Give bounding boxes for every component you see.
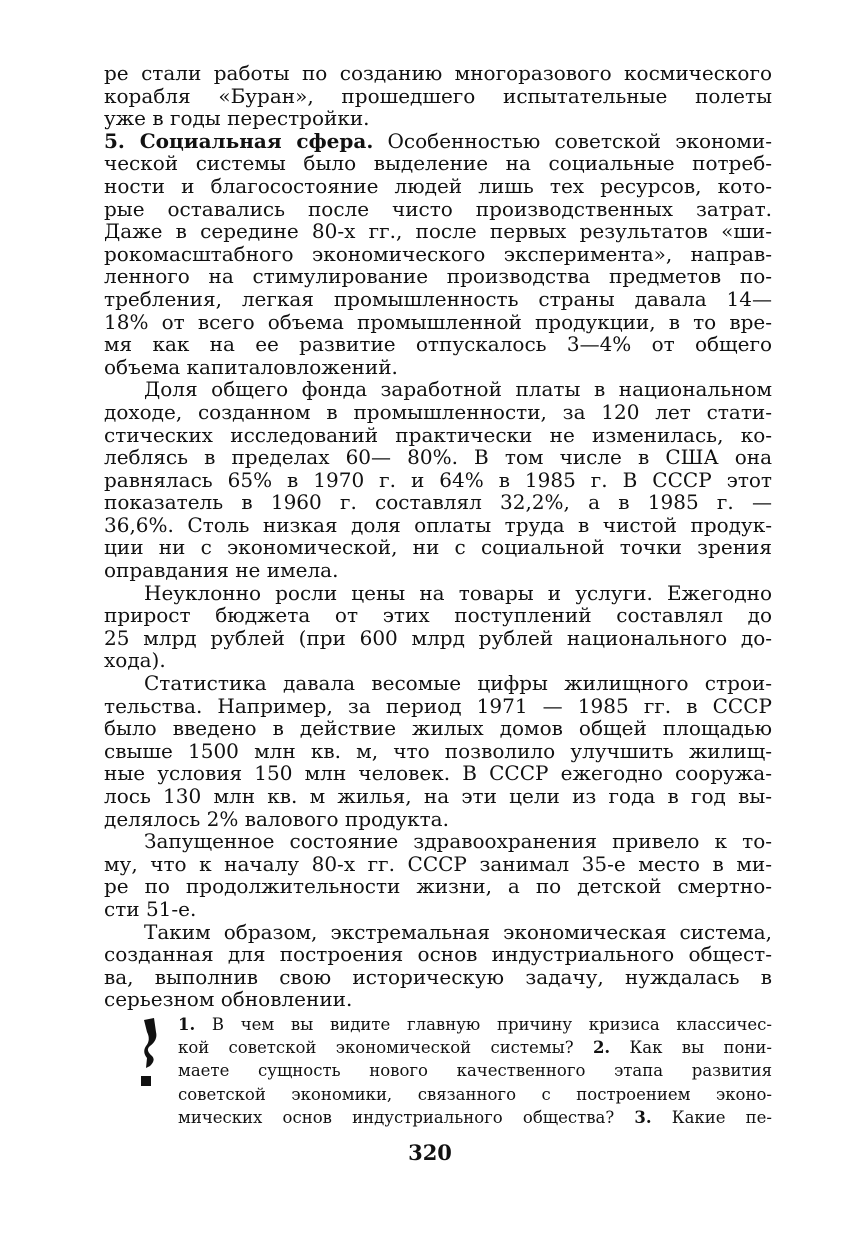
section-first-line xyxy=(104,130,772,153)
text-line: Запущенное состояние здравоохранения привело к то- xyxy=(144,829,772,854)
text-line: тельства. Например, за период 1971 — 1985 гг. в СССР xyxy=(104,693,772,718)
text-line: Таким образом, экстремальная экономическая система, xyxy=(144,919,772,944)
text-line: объема капиталовложений. xyxy=(104,354,398,379)
question-number: 1. xyxy=(178,1015,196,1034)
text-line: ные условия 150 млн человек. В СССР ежегодно сооружа- xyxy=(104,761,772,786)
text-fragment: В чем вы видите главную причину кризиса классичес- xyxy=(195,1015,772,1034)
text-line: сти 51-е. xyxy=(104,896,197,921)
intro-paragraph xyxy=(104,62,772,130)
question-number: 3. xyxy=(634,1107,652,1127)
text-line: 25 млрд рублей (при 600 млрд рублей национального до- xyxy=(104,625,772,650)
text-line: Доля общего фонда заработной платы в национальном xyxy=(144,377,772,402)
text-line: стических исследований практически не изменилась, ко- xyxy=(104,422,772,447)
text-line: уже в годы перестройки. xyxy=(104,106,370,131)
exclamation-icon xyxy=(138,1018,162,1090)
text-line: лось 130 млн кв. м жилья, на эти цели из года в год вы- xyxy=(104,784,772,808)
text-line: ности и благосостояние людей лишь тех ресурсов, кото- xyxy=(104,173,772,198)
page-number: 320 xyxy=(408,1140,452,1165)
text-line: мя как на ее развитие отпускалось 3—4% от общего xyxy=(104,332,772,357)
text-line: корабля «Буран», прошедшего испытательные полеты xyxy=(104,83,772,108)
text-line: делялось 2% валового продукта. xyxy=(104,806,449,831)
text-line: ленного на стимулирование производства предметов по- xyxy=(104,264,772,289)
text-line: серьезном обновлении. xyxy=(104,987,353,1012)
paragraph-prices xyxy=(104,582,772,672)
text-line: свыше 1500 млн кв. м, что позволило улучшить жилищ- xyxy=(104,738,772,763)
text-fragment: Как вы пони- xyxy=(610,1038,772,1058)
question-line xyxy=(178,1013,772,1036)
question-line: советской экономики, связанного с построением эконо- xyxy=(178,1084,772,1104)
question-number: 2. xyxy=(592,1038,611,1058)
text-line: Даже в середине 80-х гг., после первых результатов «ши- xyxy=(104,219,772,244)
text-line: рые оставались после чисто производственных затрат. xyxy=(104,196,772,221)
question-line xyxy=(178,1106,772,1129)
text-line: му, что к началу 80-х гг. СССР занимал 35-е место в ми- xyxy=(104,851,772,876)
text-fragment: Особенностью советской экономи- xyxy=(373,128,772,153)
text-line: 36,6%. Столь низкая доля оплаты труда в чистой продук- xyxy=(104,512,772,537)
question-line xyxy=(178,1036,772,1059)
text-fragment: Какие пе- xyxy=(651,1107,772,1127)
section-heading: 5. Социальная сфера. xyxy=(104,128,374,153)
text-line: ва, выполнив свою историческую задачу, нуждалась в xyxy=(104,964,772,989)
question-line: маете сущность нового качественного этапа развития xyxy=(178,1061,772,1081)
text-line: созданная для построения основ индустриального общест- xyxy=(104,942,772,967)
paragraph-housing xyxy=(104,672,772,830)
text-fragment: мических основ индустриального общества? xyxy=(178,1107,635,1127)
text-line: показатель в 1960 г. составлял 32,2%, а в 1985 г. — xyxy=(104,490,772,515)
text-line: доходе, созданном в промышленности, за 120 лет стати- xyxy=(104,399,772,424)
text-line: хода). xyxy=(104,648,166,673)
paragraph-healthcare xyxy=(104,830,772,920)
text-line: было введено в действие жилых домов общей площадью xyxy=(104,716,772,741)
text-line: Неуклонно росли цены на товары и услуги. Ежегодно xyxy=(144,580,772,605)
text-line: ческой системы было выделение на социальные потреб- xyxy=(104,151,772,176)
text-line: рокомасштабного экономического эксперимента», направ- xyxy=(104,241,772,266)
text-line: оправдания не имела. xyxy=(104,558,339,583)
text-line: 18% от всего объема промышленной продукции, в то вре- xyxy=(104,309,772,334)
text-fragment: кой советской экономической системы? xyxy=(178,1038,593,1058)
text-line: ре по продолжительности жизни, а по детской смертно- xyxy=(104,874,772,899)
section-social-sphere xyxy=(104,130,772,379)
text-line: леблясь в пределах 60— 80%. В том числе в США она xyxy=(104,445,772,470)
paragraph-wage-share xyxy=(104,378,772,581)
text-line: ции ни с экономической, ни с социальной точки зрения xyxy=(104,535,772,560)
page-text xyxy=(104,62,772,1011)
text-line: требления, легкая промышленность страны давала 14— xyxy=(104,286,772,311)
text-line: равнялась 65% в 1970 г. и 64% в 1985 г. В СССР этот xyxy=(104,467,772,492)
text-line: Статистика давала весомые цифры жилищного строи- xyxy=(144,671,772,696)
review-questions xyxy=(178,1013,772,1129)
text-line: ре стали работы по созданию многоразового космического xyxy=(104,61,772,85)
text-line: прирост бюджета от этих поступлений составлял до xyxy=(104,603,772,628)
paragraph-conclusion xyxy=(104,921,772,1011)
